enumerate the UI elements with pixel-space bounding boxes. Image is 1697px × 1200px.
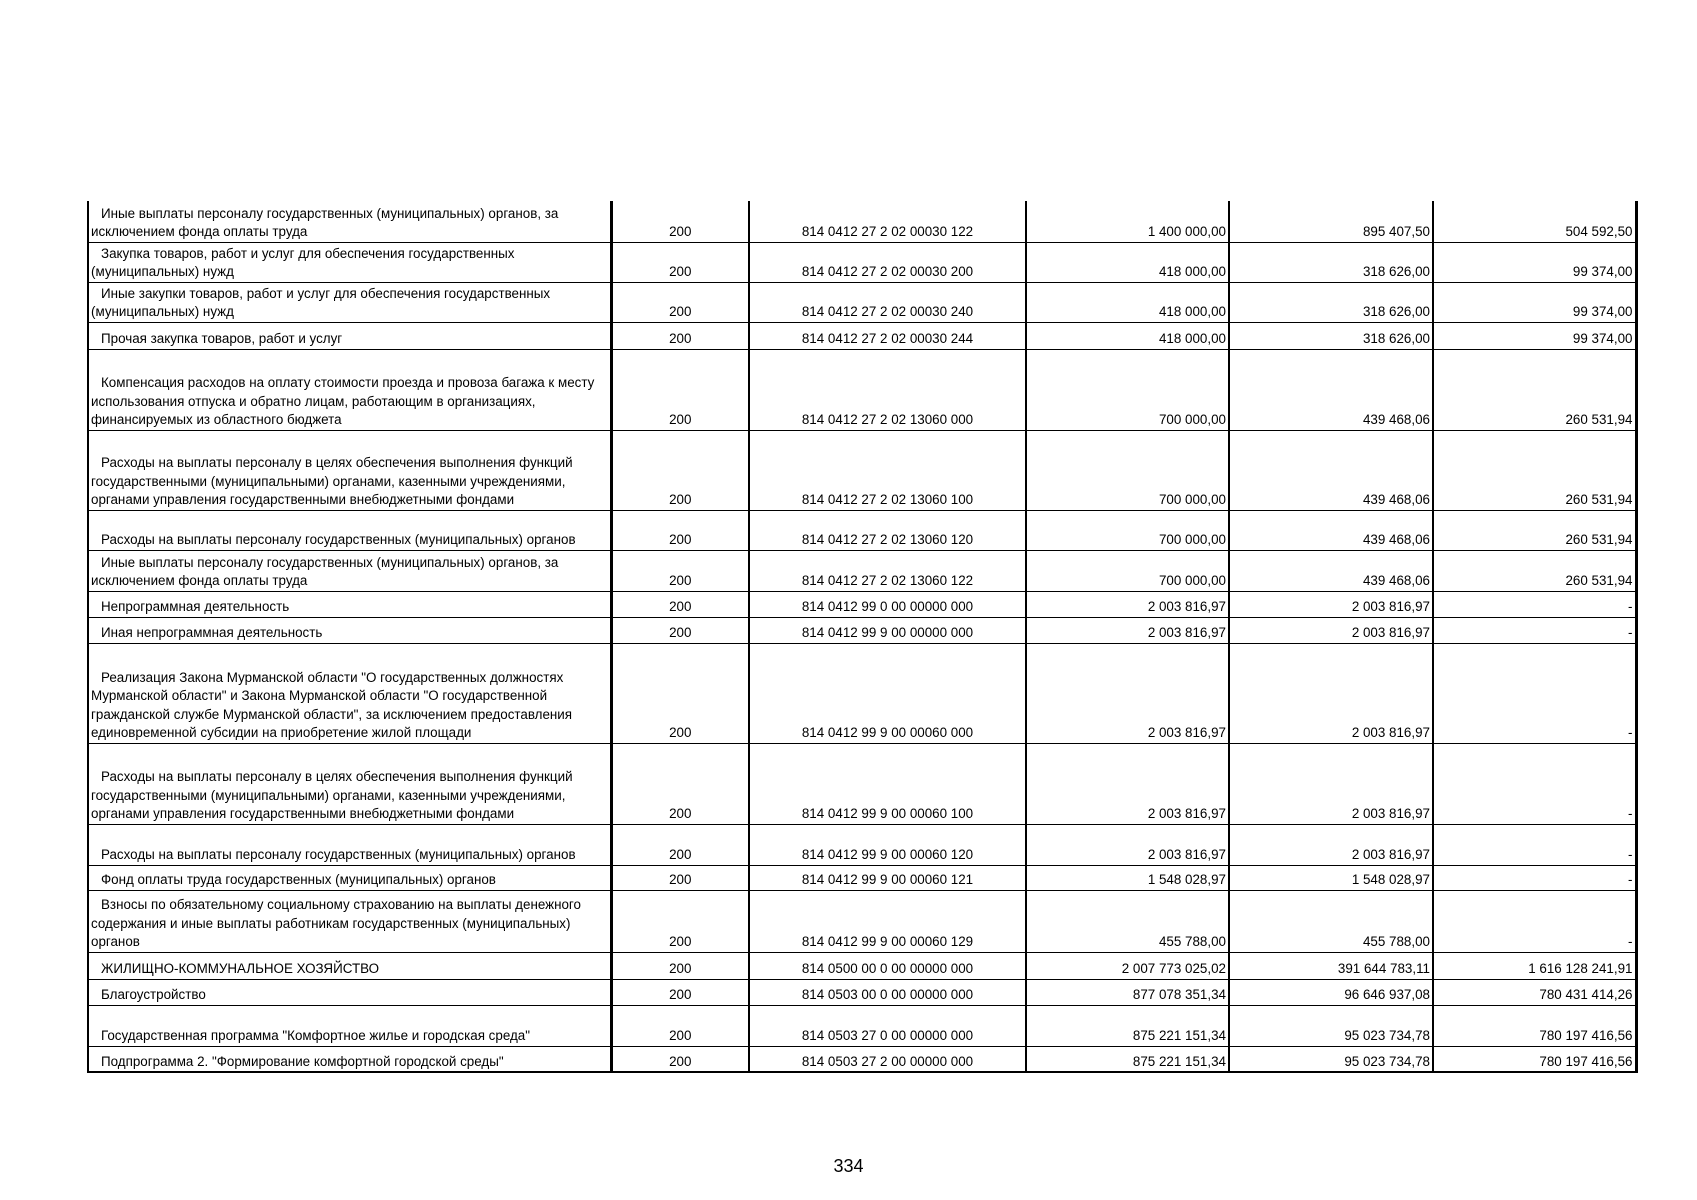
row-name-text: Иная непрограммная деятельность xyxy=(101,625,323,640)
row-name-cell xyxy=(88,865,611,890)
row-unexecuted-cell: 780 197 416,56 xyxy=(1433,1005,1636,1046)
row-executed-cell: 439 468,06 xyxy=(1229,349,1433,430)
row-kbk-cell: 814 0412 27 2 02 00030 240 xyxy=(749,282,1026,322)
row-unexecuted-cell: 1 616 128 241,91 xyxy=(1433,952,1636,979)
row-executed-cell: 318 626,00 xyxy=(1229,282,1433,322)
row-unexecuted-cell: 260 531,94 xyxy=(1433,349,1636,430)
row-unexecuted-cell: 260 531,94 xyxy=(1433,510,1636,550)
row-name-cell xyxy=(88,743,611,824)
row-name-text: Фонд оплаты труда государственных (муниципальных) органов xyxy=(101,872,496,887)
row-kbk-cell: 814 0412 99 9 00 00060 129 xyxy=(749,890,1026,952)
table-row xyxy=(88,1005,1636,1046)
row-kbk-cell: 814 0503 27 2 00 00000 000 xyxy=(749,1046,1026,1072)
row-code-cell: 200 xyxy=(611,824,749,865)
row-approved-cell: 700 000,00 xyxy=(1026,430,1229,510)
row-approved-cell: 455 788,00 xyxy=(1026,890,1229,952)
row-unexecuted-cell: 780 197 416,56 xyxy=(1433,1046,1636,1072)
row-code-cell: 200 xyxy=(611,952,749,979)
row-code-cell: 200 xyxy=(611,1046,749,1072)
table-row xyxy=(88,1046,1636,1072)
row-name-text: Закупка товаров, работ и услуг для обеспечения государственных (муниципальных) нужд xyxy=(91,245,515,279)
row-kbk-cell: 814 0412 27 2 02 13060 122 xyxy=(749,550,1026,591)
row-kbk-cell: 814 0412 99 0 00 00000 000 xyxy=(749,591,1026,617)
row-code-cell: 200 xyxy=(611,510,749,550)
row-name-text: Иные выплаты персоналу государственных (муниципальных) органов, за исключением фонда оплаты труда xyxy=(91,554,559,588)
row-name-text: Благоустройство xyxy=(101,987,206,1002)
row-executed-cell: 391 644 783,11 xyxy=(1229,952,1433,979)
row-approved-cell: 700 000,00 xyxy=(1026,349,1229,430)
row-code-cell: 200 xyxy=(611,349,749,430)
row-executed-cell: 2 003 816,97 xyxy=(1229,824,1433,865)
table-body xyxy=(88,201,1636,1072)
row-name-cell xyxy=(88,282,611,322)
table-row xyxy=(88,282,1636,322)
row-kbk-cell: 814 0412 99 9 00 00000 000 xyxy=(749,617,1026,643)
row-code-cell: 200 xyxy=(611,430,749,510)
row-approved-cell: 2 003 816,97 xyxy=(1026,743,1229,824)
row-unexecuted-cell: 99 374,00 xyxy=(1433,322,1636,349)
row-approved-cell: 1 400 000,00 xyxy=(1026,201,1229,242)
table-row xyxy=(88,591,1636,617)
row-code-cell: 200 xyxy=(611,1005,749,1046)
row-name-cell xyxy=(88,550,611,591)
row-code-cell: 200 xyxy=(611,282,749,322)
row-executed-cell: 2 003 816,97 xyxy=(1229,617,1433,643)
row-code-cell: 200 xyxy=(611,979,749,1005)
row-unexecuted-cell: 99 374,00 xyxy=(1433,282,1636,322)
table-row xyxy=(88,550,1636,591)
row-unexecuted-cell: - xyxy=(1433,890,1636,952)
row-unexecuted-cell: - xyxy=(1433,865,1636,890)
row-executed-cell: 2 003 816,97 xyxy=(1229,743,1433,824)
row-unexecuted-cell: - xyxy=(1433,824,1636,865)
row-kbk-cell: 814 0412 99 9 00 00060 100 xyxy=(749,743,1026,824)
row-kbk-cell: 814 0412 27 2 02 00030 244 xyxy=(749,322,1026,349)
row-approved-cell: 875 221 151,34 xyxy=(1026,1005,1229,1046)
table-row xyxy=(88,952,1636,979)
row-approved-cell: 877 078 351,34 xyxy=(1026,979,1229,1005)
row-kbk-cell: 814 0412 27 2 02 13060 120 xyxy=(749,510,1026,550)
table-row xyxy=(88,890,1636,952)
row-unexecuted-cell: - xyxy=(1433,617,1636,643)
row-approved-cell: 2 003 816,97 xyxy=(1026,617,1229,643)
row-kbk-cell: 814 0503 00 0 00 00000 000 xyxy=(749,979,1026,1005)
row-kbk-cell: 814 0503 27 0 00 00000 000 xyxy=(749,1005,1026,1046)
table-row xyxy=(88,242,1636,282)
row-executed-cell: 2 003 816,97 xyxy=(1229,591,1433,617)
row-name-cell xyxy=(88,322,611,349)
row-name-cell xyxy=(88,349,611,430)
row-name-text: Взносы по обязательному социальному страхованию на выплаты денежного содержания и иные выплаты работникам государственных (муниципальных) органов xyxy=(91,897,581,949)
row-name-cell xyxy=(88,1046,611,1072)
row-executed-cell: 2 003 816,97 xyxy=(1229,643,1433,743)
row-approved-cell: 418 000,00 xyxy=(1026,282,1229,322)
row-unexecuted-cell: - xyxy=(1433,643,1636,743)
row-code-cell: 200 xyxy=(611,643,749,743)
table-row xyxy=(88,510,1636,550)
row-approved-cell: 2 003 816,97 xyxy=(1026,824,1229,865)
table-row xyxy=(88,643,1636,743)
row-code-cell: 200 xyxy=(611,743,749,824)
row-executed-cell: 318 626,00 xyxy=(1229,322,1433,349)
row-name-cell xyxy=(88,979,611,1005)
row-code-cell: 200 xyxy=(611,617,749,643)
row-unexecuted-cell: 260 531,94 xyxy=(1433,430,1636,510)
row-name-text: Подпрограмма 2. "Формирование комфортной городской среды" xyxy=(101,1053,504,1069)
row-kbk-cell: 814 0500 00 0 00 00000 000 xyxy=(749,952,1026,979)
budget-execution-table xyxy=(87,201,1638,1073)
row-approved-cell: 1 548 028,97 xyxy=(1026,865,1229,890)
row-name-cell xyxy=(88,201,611,242)
row-executed-cell: 95 023 734,78 xyxy=(1229,1005,1433,1046)
row-executed-cell: 318 626,00 xyxy=(1229,242,1433,282)
row-name-cell xyxy=(88,824,611,865)
table-row xyxy=(88,617,1636,643)
row-unexecuted-cell: 99 374,00 xyxy=(1433,242,1636,282)
row-unexecuted-cell: - xyxy=(1433,743,1636,824)
row-name-cell xyxy=(88,591,611,617)
row-name-text: ЖИЛИЩНО-КОММУНАЛЬНОЕ ХОЗЯЙСТВО xyxy=(101,961,380,976)
row-name-cell xyxy=(88,952,611,979)
row-executed-cell: 455 788,00 xyxy=(1229,890,1433,952)
row-name-text: Непрограммная деятельность xyxy=(101,599,290,614)
row-name-cell xyxy=(88,510,611,550)
row-kbk-cell: 814 0412 27 2 02 00030 200 xyxy=(749,242,1026,282)
row-name-cell xyxy=(88,890,611,952)
page-number: 334 xyxy=(833,1156,864,1176)
row-approved-cell: 2 003 816,97 xyxy=(1026,643,1229,743)
row-name-cell xyxy=(88,242,611,282)
row-name-text: Прочая закупка товаров, работ и услуг xyxy=(101,331,343,346)
row-approved-cell: 418 000,00 xyxy=(1026,242,1229,282)
row-approved-cell: 875 221 151,34 xyxy=(1026,1046,1229,1072)
table-row xyxy=(88,430,1636,510)
row-name-text: Государственная программа "Комфортное жилье и городская среда" xyxy=(101,1028,530,1043)
row-kbk-cell: 814 0412 99 9 00 00060 000 xyxy=(749,643,1026,743)
table-row xyxy=(88,201,1636,242)
row-name-text: Расходы на выплаты персоналу в целях обеспечения выполнения функций государственными (муниципальными) органами, казенными учреждениями, органами управления государственными внебюджетными фондами xyxy=(91,455,573,507)
row-name-text: Расходы на выплаты персоналу государственных (муниципальных) органов xyxy=(101,532,576,547)
row-unexecuted-cell: 504 592,50 xyxy=(1433,201,1636,242)
row-kbk-cell: 814 0412 99 9 00 00060 120 xyxy=(749,824,1026,865)
row-executed-cell: 95 023 734,78 xyxy=(1229,1046,1433,1072)
row-executed-cell: 96 646 937,08 xyxy=(1229,979,1433,1005)
table-row xyxy=(88,349,1636,430)
row-kbk-cell: 814 0412 27 2 02 00030 122 xyxy=(749,201,1026,242)
row-code-cell: 200 xyxy=(611,201,749,242)
row-code-cell: 200 xyxy=(611,865,749,890)
row-approved-cell: 700 000,00 xyxy=(1026,550,1229,591)
row-approved-cell: 418 000,00 xyxy=(1026,322,1229,349)
row-kbk-cell: 814 0412 27 2 02 13060 100 xyxy=(749,430,1026,510)
row-executed-cell: 439 468,06 xyxy=(1229,550,1433,591)
row-code-cell: 200 xyxy=(611,322,749,349)
table-row xyxy=(88,322,1636,349)
row-unexecuted-cell: 780 431 414,26 xyxy=(1433,979,1636,1005)
row-name-text: Компенсация расходов на оплату стоимости проезда и провоза багажа к месту использования отпуска и обратно лицам, работающим в организациях, финансируемых из областного бюджета xyxy=(91,375,595,427)
row-name-cell xyxy=(88,643,611,743)
row-code-cell: 200 xyxy=(611,242,749,282)
row-name-cell xyxy=(88,1005,611,1046)
row-name-cell xyxy=(88,430,611,510)
row-name-cell xyxy=(88,617,611,643)
row-code-cell: 200 xyxy=(611,890,749,952)
row-name-text: Иные закупки товаров, работ и услуг для обеспечения государственных (муниципальных) нужд xyxy=(91,285,551,319)
table-row xyxy=(88,979,1636,1005)
row-code-cell: 200 xyxy=(611,550,749,591)
table-row xyxy=(88,865,1636,890)
row-unexecuted-cell: 260 531,94 xyxy=(1433,550,1636,591)
row-executed-cell: 439 468,06 xyxy=(1229,430,1433,510)
row-name-text: Расходы на выплаты персоналу государственных (муниципальных) органов xyxy=(101,847,576,862)
table-row xyxy=(88,824,1636,865)
row-approved-cell: 2 003 816,97 xyxy=(1026,591,1229,617)
row-executed-cell: 1 548 028,97 xyxy=(1229,865,1433,890)
row-name-text: Реализация Закона Мурманской области "О государственных должностях Мурманской области" и Закона Мурманской области "О государственной гражданской службе Мурманской области", за исключением предоставления единовременной субсидии на приобретение жилой площади xyxy=(91,669,573,740)
row-approved-cell: 2 007 773 025,02 xyxy=(1026,952,1229,979)
row-unexecuted-cell: - xyxy=(1433,591,1636,617)
row-code-cell: 200 xyxy=(611,591,749,617)
row-executed-cell: 439 468,06 xyxy=(1229,510,1433,550)
table-row xyxy=(88,743,1636,824)
row-approved-cell: 700 000,00 xyxy=(1026,510,1229,550)
row-name-text: Иные выплаты персоналу государственных (муниципальных) органов, за исключением фонда оплаты труда xyxy=(91,205,559,239)
row-name-text: Расходы на выплаты персоналу в целях обеспечения выполнения функций государственными (муниципальными) органами, казенными учреждениями, органами управления государственными внебюджетными фондами xyxy=(91,769,573,821)
row-kbk-cell: 814 0412 27 2 02 13060 000 xyxy=(749,349,1026,430)
row-kbk-cell: 814 0412 99 9 00 00060 121 xyxy=(749,865,1026,890)
row-executed-cell: 895 407,50 xyxy=(1229,201,1433,242)
